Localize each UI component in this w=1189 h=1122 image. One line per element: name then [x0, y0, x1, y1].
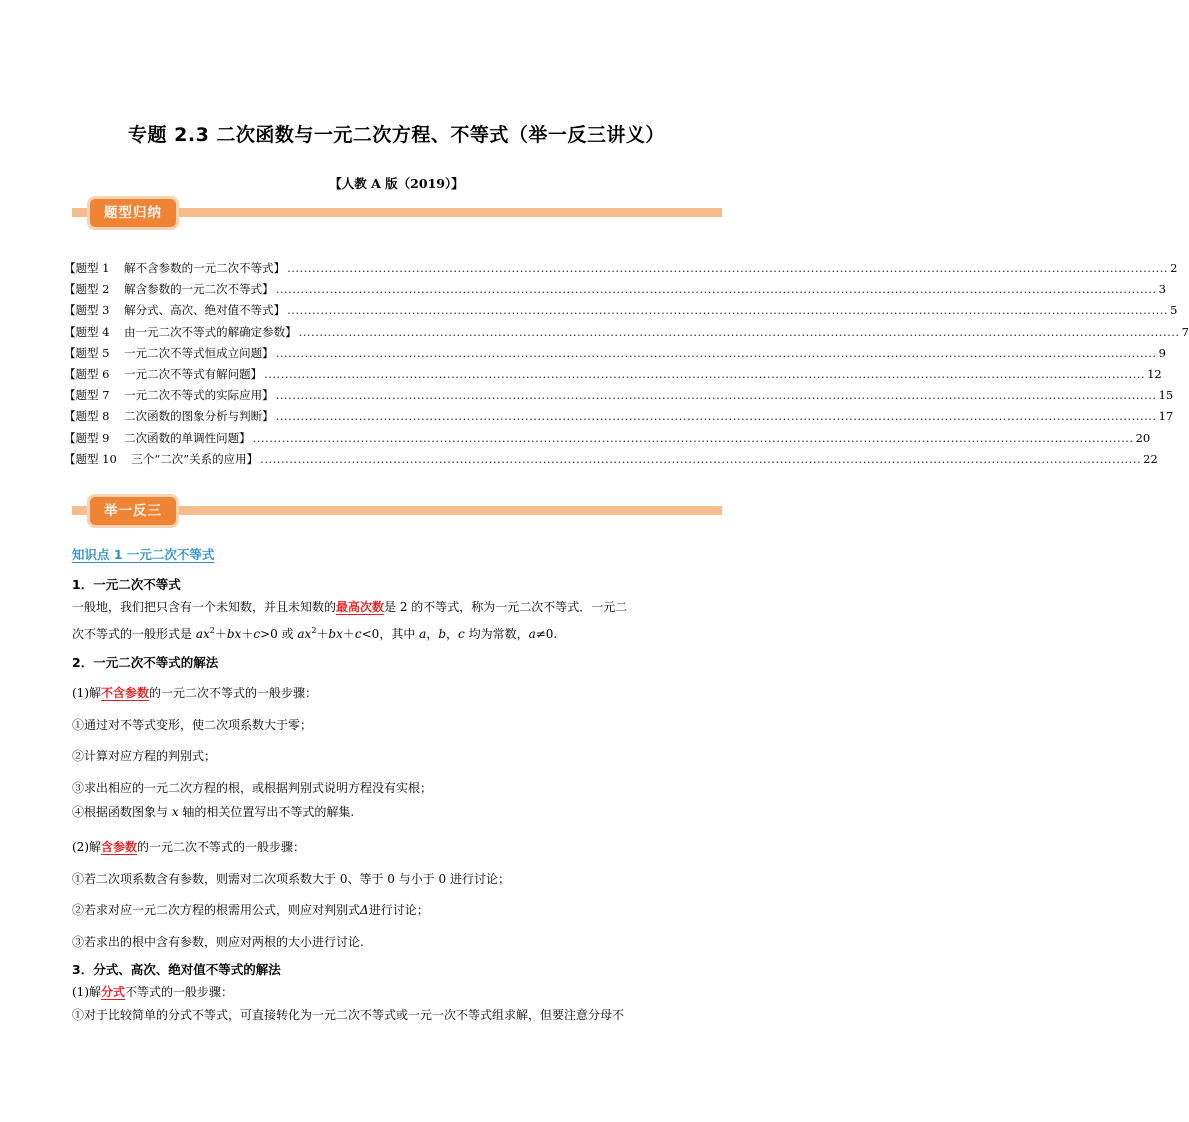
toc-leader: .................................................................................................................................................................................................................... [275, 345, 1157, 360]
highlight-text: 分式 [101, 985, 126, 999]
text: 是 2 的不等式，称为一元二次不等式．一元二 [384, 600, 628, 614]
section-tab-toc: 题型归纳 [90, 199, 176, 227]
text: (1)解 [72, 985, 101, 999]
toc-leader: .................................................................................................................................................................................................................... [287, 261, 1169, 275]
math-var: a [528, 627, 536, 641]
toc-leader: .................................................................................................................................................................................................................... [264, 366, 1146, 381]
toc-row[interactable] [64, 449, 1158, 470]
toc-label: 【题型 7 一元二次不等式的实际应用】 [64, 388, 274, 403]
toc-leader: .................................................................................................................................................................................................................... [287, 303, 1169, 318]
toc-row[interactable] [64, 322, 1189, 343]
toc-page: 12 [1147, 366, 1162, 381]
step-line [72, 899, 724, 921]
text: ＋ [241, 627, 254, 641]
toc-page: 3 [1158, 282, 1166, 297]
section-tab-main: 举一反三 [90, 497, 176, 525]
toc-leader: .................................................................................................................................................................................................................... [260, 451, 1142, 466]
toc-leader: .................................................................................................................................................................................................................... [275, 282, 1157, 297]
toc-leader: .................................................................................................................................................................................................................... [275, 388, 1157, 403]
text: 进行讨论； [368, 903, 429, 917]
text: 轴的相关位置写出不等式的解集. [178, 805, 355, 819]
toc-row[interactable] [64, 300, 1178, 321]
page-subtitle: 【人教 A 版（2019）】 [329, 176, 464, 191]
math-var: c [354, 627, 362, 641]
text: <0，其中 [361, 627, 420, 641]
text: ＋ [342, 627, 355, 641]
toc-row[interactable] [64, 343, 1166, 364]
math-var: ax [297, 627, 312, 641]
toc-label: 【题型 8 二次函数的图象分析与判断】 [64, 409, 274, 424]
toc-label: 【题型 5 一元二次不等式恒成立问题】 [64, 345, 274, 360]
toc-page: 9 [1158, 345, 1166, 360]
math-var: ax [195, 627, 210, 641]
step-line: ③若求出的根中含有参数，则应对两根的大小进行讨论. [72, 935, 364, 949]
exponent: 2 [311, 626, 317, 635]
step-line: ②计算对应方程的判别式； [72, 749, 217, 763]
toc-row[interactable] [64, 428, 1151, 449]
toc-row[interactable] [64, 406, 1174, 427]
paragraph-general-form [72, 620, 724, 645]
toc-row[interactable] [64, 385, 1174, 406]
toc-label: 【题型 3 解分式、高次、绝对值不等式】 [64, 303, 286, 318]
toc-label: 【题型 1 解不含参数的一元二次不等式】 [64, 261, 286, 275]
paragraph-definition [72, 596, 724, 618]
text: ＋ [214, 627, 227, 641]
text: ＋ [316, 627, 329, 641]
text: 一般地，我们把只含有一个未知数，并且未知数的 [72, 600, 337, 614]
text: ， [426, 627, 439, 641]
toc-page: 2 [1170, 261, 1178, 275]
toc-leader: .................................................................................................................................................................................................................... [275, 409, 1157, 424]
step-line: ①对于比较简单的分式不等式，可直接转化为一元二次不等式或一元一次不等式组求解，但要注意分母不 [72, 1008, 625, 1022]
math-var: b [438, 627, 446, 641]
toc-page: 7 [1181, 324, 1189, 339]
math-var: bx [226, 627, 242, 641]
heading-1: 1．一元二次不等式 [72, 577, 181, 592]
step-line: ①若二次项系数含有参数，则需对二次项系数大于 0、等于 0 与小于 0 进行讨论； [72, 872, 510, 886]
highlight-text: 含参数 [101, 840, 138, 854]
math-var: Δ [360, 903, 369, 917]
text: >0 或 [260, 627, 298, 641]
toc-page: 15 [1158, 388, 1174, 403]
toc-label: 【题型 6 一元二次不等式有解问题】 [64, 366, 263, 381]
toc-label: 【题型 2 解含参数的一元二次不等式】 [64, 282, 274, 297]
text: ≠0. [535, 627, 558, 641]
toc-label: 【题型 10 三个“二次”关系的应用】 [64, 451, 259, 466]
math-var: c [458, 627, 465, 641]
exponent: 2 [209, 626, 215, 635]
toc-page: 17 [1158, 409, 1174, 424]
text: 的一元二次不等式的一般步骤： [137, 840, 306, 854]
step-line [72, 801, 724, 823]
toc-page: 20 [1135, 430, 1151, 445]
page-title: 专题 2.3 二次函数与一元二次方程、不等式（举一反三讲义） [128, 124, 665, 146]
toc-leader: .................................................................................................................................................................................................................... [252, 430, 1134, 445]
step-line: ①通过对不等式变形，使二次项系数大于零； [72, 718, 313, 732]
text: ④根据函数图象与 [72, 805, 172, 819]
text: 不等式的一般步骤： [125, 985, 234, 999]
math-var: c [253, 627, 261, 641]
toc-row[interactable] [64, 258, 1178, 279]
heading-2: 2．一元二次不等式的解法 [72, 655, 219, 670]
math-var: a [419, 627, 427, 641]
step-line [72, 836, 724, 858]
toc-row[interactable] [64, 364, 1162, 385]
step-line [72, 981, 724, 1003]
toc-page: 22 [1143, 451, 1158, 466]
text: ②若求对应一元二次方程的根需用公式，则应对判别式 [72, 903, 361, 917]
text: 均为常数， [464, 627, 529, 641]
text: ， [446, 627, 459, 641]
table-of-contents [64, 258, 1189, 470]
toc-label: 【题型 4 由一元二次不等式的解确定参数】 [64, 324, 297, 339]
highlight-text: 不含参数 [101, 686, 150, 700]
toc-row[interactable] [64, 279, 1166, 300]
text: 的一元二次不等式的一般步骤： [149, 686, 318, 700]
toc-label: 【题型 9 二次函数的单调性问题】 [64, 430, 251, 445]
highlight-text: 最高次数 [336, 600, 385, 614]
text: (2)解 [72, 840, 101, 854]
step-line [72, 682, 724, 704]
toc-page: 5 [1170, 303, 1178, 318]
toc-leader: .................................................................................................................................................................................................................... [298, 324, 1180, 339]
heading-3: 3．分式、高次、绝对值不等式的解法 [72, 962, 281, 977]
knowledge-point-heading: 知识点 1 一元二次不等式 [72, 547, 215, 562]
text: 次不等式的一般形式是 [72, 627, 196, 641]
math-var: bx [328, 627, 343, 641]
step-line: ③求出相应的一元二次方程的根，或根据判别式说明方程没有实根； [72, 781, 433, 795]
math-var: x [171, 805, 179, 819]
text: (1)解 [72, 686, 101, 700]
